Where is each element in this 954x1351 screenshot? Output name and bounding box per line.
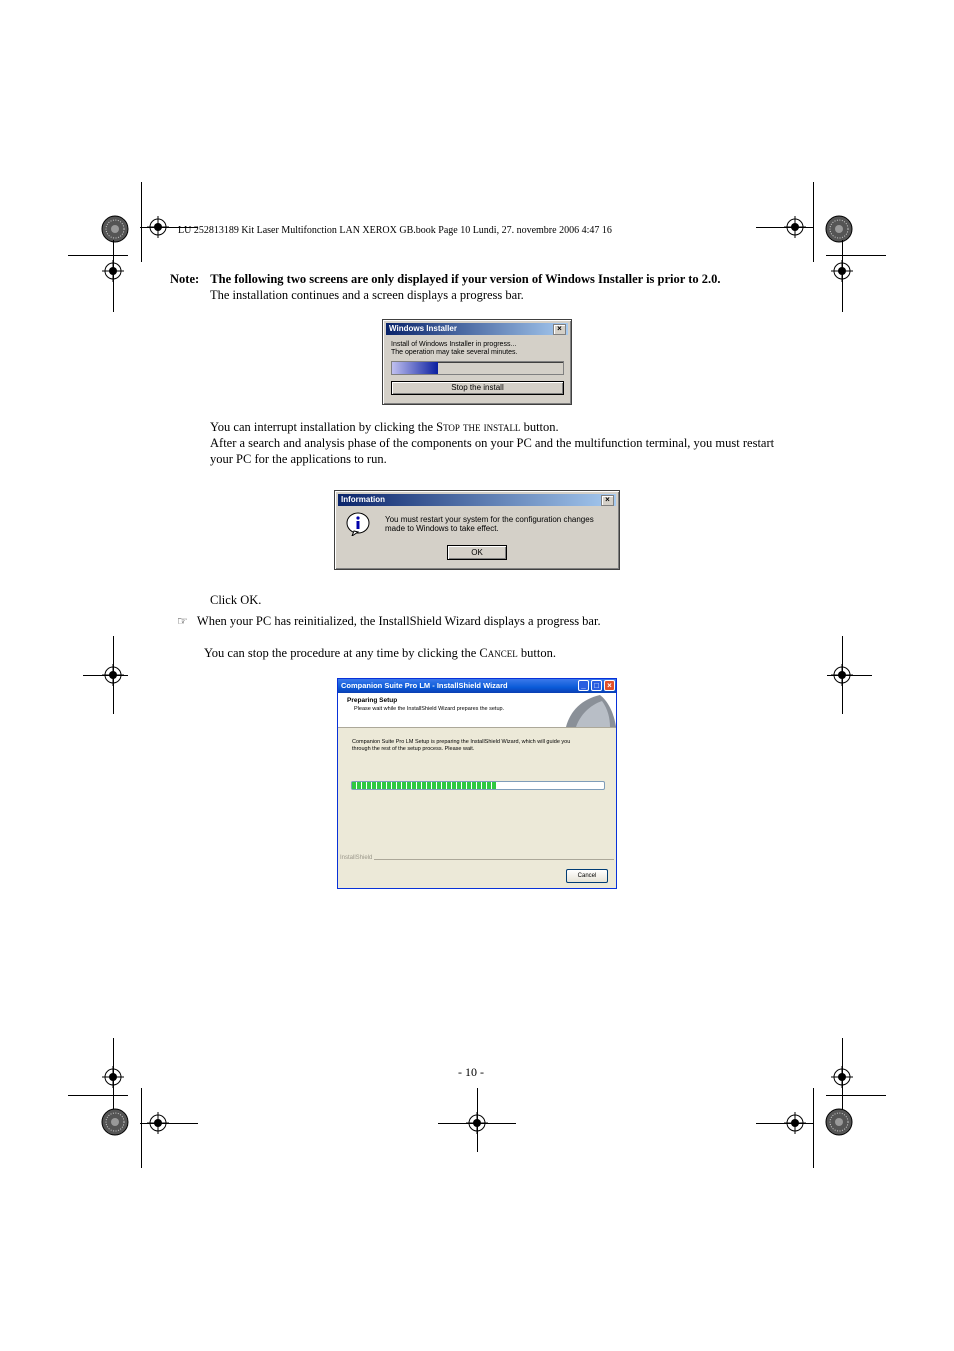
info-message-line2: made to Windows to take effect. xyxy=(385,524,499,533)
dialog-title-bar xyxy=(386,323,568,335)
wizard-progress-fill xyxy=(352,782,496,789)
registration-target-icon xyxy=(831,1066,853,1088)
cancel-text-after: button. xyxy=(517,646,556,660)
note-label: Note: xyxy=(170,272,200,286)
installer-progress-fill xyxy=(392,362,438,374)
registration-target-icon xyxy=(147,216,169,238)
wizard-graphic-icon xyxy=(552,693,616,727)
note xyxy=(170,271,721,287)
maximize-icon[interactable]: □ xyxy=(591,680,602,691)
information-dialog xyxy=(334,490,620,570)
installshield-wizard-window xyxy=(337,678,617,889)
wizard-footer-divider xyxy=(374,859,614,860)
cancel-paragraph xyxy=(204,645,556,661)
installshield-brand: InstallShield xyxy=(340,855,373,861)
registration-sunburst-icon xyxy=(825,1108,853,1136)
ok-button[interactable]: OK xyxy=(447,545,507,560)
dialog-title-bar xyxy=(338,494,616,506)
registration-target-icon xyxy=(784,216,806,238)
registration-target-icon xyxy=(466,1112,488,1134)
restart-paragraph-line1: After a search and analysis phase of the components on your PC and the multifunction terminal, you must restart xyxy=(210,436,775,450)
cancel-reference: Cancel xyxy=(479,646,518,660)
running-head: LU 252813189 Kit Laser Multifonction LAN XEROX GB.book Page 10 Lundi, 27. novembre 2006 4:47 16 xyxy=(178,225,612,236)
installer-message-line2: The operation may take several minutes. xyxy=(391,349,518,356)
cancel-button[interactable]: Cancel xyxy=(566,869,608,883)
registration-target-icon xyxy=(784,1112,806,1134)
installer-progress-bar xyxy=(391,361,564,375)
registration-target-icon xyxy=(102,260,124,282)
wizard-progress-bar xyxy=(351,781,605,790)
reinit-text: When your PC has reinitialized, the InstallShield Wizard displays a progress bar. xyxy=(196,614,601,628)
wizard-heading: Preparing Setup xyxy=(347,697,398,704)
close-icon[interactable]: × xyxy=(601,495,614,506)
info-icon xyxy=(346,512,370,536)
close-icon[interactable]: × xyxy=(553,324,566,335)
registration-target-icon xyxy=(147,1112,169,1134)
registration-sunburst-icon xyxy=(101,1108,129,1136)
wizard-body-line1: Companion Suite Pro LM Setup is preparing the InstallShield Wizard, which will guide you xyxy=(352,739,571,745)
minimize-icon[interactable]: _ xyxy=(578,680,589,691)
registration-target-icon xyxy=(102,1066,124,1088)
wizard-title-bar xyxy=(338,679,616,693)
wizard-title: Companion Suite Pro LM - InstallShield Wizard xyxy=(341,681,508,690)
reinit-paragraph xyxy=(177,613,601,629)
windows-installer-dialog xyxy=(382,319,572,405)
interrupt-text-before: You can interrupt installation by clicking the xyxy=(210,420,437,434)
interrupt-paragraph xyxy=(210,419,559,435)
registration-target-icon xyxy=(102,664,124,686)
progress-intro: The installation continues and a screen displays a progress bar. xyxy=(210,288,524,302)
page-number: - 10 - xyxy=(458,1065,484,1079)
registration-target-icon xyxy=(831,664,853,686)
wizard-subheading: Please wait while the InstallShield Wizard prepares the setup. xyxy=(354,706,505,712)
wizard-body-line2: through the rest of the setup process. Please wait. xyxy=(352,746,475,752)
restart-paragraph-line2: your PC for the applications to run. xyxy=(210,452,387,466)
registration-sunburst-icon xyxy=(101,215,129,243)
stop-install-reference: Stop the install xyxy=(436,420,521,434)
close-icon[interactable]: × xyxy=(604,680,615,691)
info-message-line1: You must restart your system for the configuration changes xyxy=(385,515,594,524)
registration-target-icon xyxy=(831,260,853,282)
stop-install-button[interactable]: Stop the install xyxy=(391,381,564,395)
cancel-text-before: You can stop the procedure at any time by clicking the xyxy=(204,646,480,660)
click-ok-instruction: Click OK. xyxy=(210,593,262,607)
registration-sunburst-icon xyxy=(825,215,853,243)
installer-message-line1: Install of Windows Installer in progress... xyxy=(391,341,517,348)
interrupt-text-after: button. xyxy=(520,420,559,434)
dialog-title: Windows Installer xyxy=(389,324,457,333)
wizard-header-panel xyxy=(338,693,616,728)
dialog-title: Information xyxy=(341,495,385,504)
note-text: The following two screens are only displayed if your version of Windows Installer is prior to 2.0. xyxy=(210,272,721,286)
pointing-hand-icon: ☞ xyxy=(177,614,188,628)
